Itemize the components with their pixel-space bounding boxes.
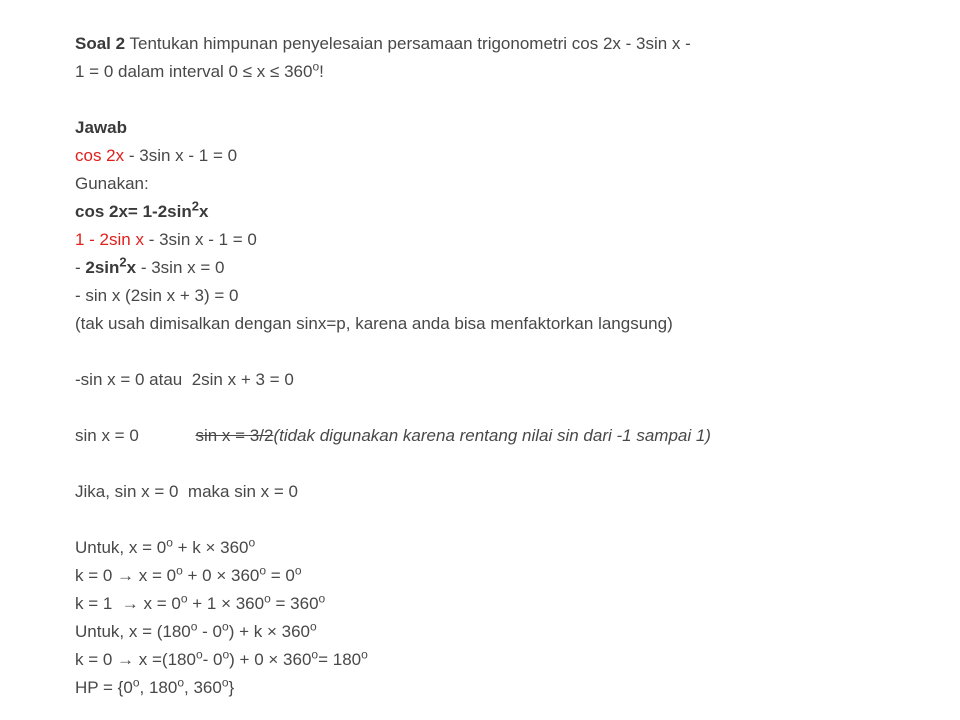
superscript-text: o: [312, 59, 320, 74]
text-line: [75, 646, 935, 674]
text-segment: - 3sin x - 1 = 0: [143, 230, 257, 249]
text-line: [75, 170, 935, 198]
text-line: [75, 478, 935, 506]
text-line: [75, 226, 935, 254]
superscript-text: o: [176, 563, 183, 578]
superscript-text: o: [195, 647, 203, 662]
bold-text: Soal 2: [75, 34, 126, 53]
superscript-text: o: [248, 535, 256, 550]
text-line: [75, 30, 935, 58]
superscript-text: o: [309, 619, 317, 634]
text-line: [75, 254, 935, 282]
text-line: [75, 366, 935, 394]
text-line: [75, 534, 935, 562]
superscript-text: o: [166, 535, 173, 550]
superscript-text: o: [294, 563, 302, 578]
text-segment: + 0 × 360: [182, 566, 260, 585]
highlighted-text: 1 - 2sin x: [75, 230, 144, 249]
text-line: [75, 58, 935, 86]
bold-text: x: [198, 202, 209, 221]
text-segment: - sin x (2sin x + 3) = 0: [75, 286, 239, 305]
bold-text: Jawab: [75, 118, 127, 137]
blank-line: [75, 450, 935, 478]
bold-text: 2sin: [85, 258, 120, 277]
text-segment: Untuk, x = 0: [75, 538, 167, 557]
text-segment: + k × 360: [172, 538, 249, 557]
text-segment: Gunakan:: [75, 174, 149, 193]
superscript-text: o: [318, 591, 326, 606]
article-body: [75, 30, 935, 702]
text-line: [75, 282, 935, 310]
text-segment: , 360: [184, 678, 222, 697]
superscript-text: 2: [119, 254, 127, 270]
text-segment: , 180: [139, 678, 178, 697]
text-segment: - 3sin x - 1 = 0: [124, 146, 238, 165]
text-segment: - 3sin x = 0: [136, 258, 225, 277]
text-segment: ) + k × 360: [228, 622, 310, 641]
text-segment: sin x = 0: [75, 426, 196, 445]
text-line: [75, 590, 935, 618]
italic-note-text: (tidak digunakan karena rentang nilai sin dari -1 sampai 1): [273, 426, 711, 445]
text-segment: - 0: [197, 622, 223, 641]
superscript-text: o: [222, 619, 229, 634]
blank-line: [75, 338, 935, 366]
text-segment: k = 0 → x =(180: [75, 650, 196, 669]
text-segment: = 360: [270, 594, 319, 613]
superscript-text: o: [221, 675, 229, 690]
superscript-text: o: [132, 675, 140, 690]
text-line: [75, 618, 935, 646]
superscript-text: o: [361, 647, 368, 662]
text-segment: !: [319, 62, 324, 81]
blank-line: [75, 86, 935, 114]
superscript-text: o: [190, 619, 198, 634]
text-segment: Untuk, x = (180: [75, 622, 191, 641]
text-segment: 1 = 0 dalam interval 0 ≤ x ≤ 360: [75, 62, 313, 81]
superscript-text: o: [180, 591, 188, 606]
superscript-text: o: [222, 647, 230, 662]
text-line: [75, 142, 935, 170]
blank-line: [75, 394, 935, 422]
highlighted-text: cos 2x: [75, 146, 125, 165]
bold-text: x: [126, 258, 137, 277]
text-segment: (tak usah dimisalkan dengan sinx=p, karena anda bisa menfaktorkan langsung): [75, 314, 673, 333]
text-line: [75, 310, 935, 338]
text-line: [75, 674, 935, 702]
text-segment: - 0: [202, 650, 223, 669]
text-segment: HP = {0: [75, 678, 133, 697]
text-line: [75, 114, 935, 142]
superscript-text: o: [259, 563, 267, 578]
blank-line: [75, 506, 935, 534]
text-segment: -sin x = 0 atau 2sin x + 3 = 0: [75, 370, 294, 389]
struck-through-text: sin x = 3/2: [195, 426, 274, 445]
text-line: [75, 422, 935, 450]
text-line: [75, 198, 935, 226]
text-line: [75, 562, 935, 590]
bold-text: cos 2x= 1-2sin: [75, 202, 192, 221]
text-segment: Jika, sin x = 0 maka sin x = 0: [75, 482, 298, 501]
superscript-text: 2: [191, 198, 199, 214]
text-segment: }: [228, 678, 235, 697]
text-segment: + 1 × 360: [187, 594, 265, 613]
superscript-text: o: [311, 647, 319, 662]
text-segment: = 180: [318, 650, 362, 669]
text-segment: Tentukan himpunan penyelesaian persamaan trigonometri cos 2x - 3sin x -: [125, 34, 691, 53]
text-segment: -: [75, 258, 86, 277]
superscript-text: o: [177, 675, 185, 690]
text-segment: = 0: [266, 566, 295, 585]
text-segment: k = 1 → x = 0: [75, 594, 181, 613]
text-segment: k = 0 → x = 0: [75, 566, 177, 585]
text-segment: ) + 0 × 360: [229, 650, 312, 669]
superscript-text: o: [264, 591, 271, 606]
